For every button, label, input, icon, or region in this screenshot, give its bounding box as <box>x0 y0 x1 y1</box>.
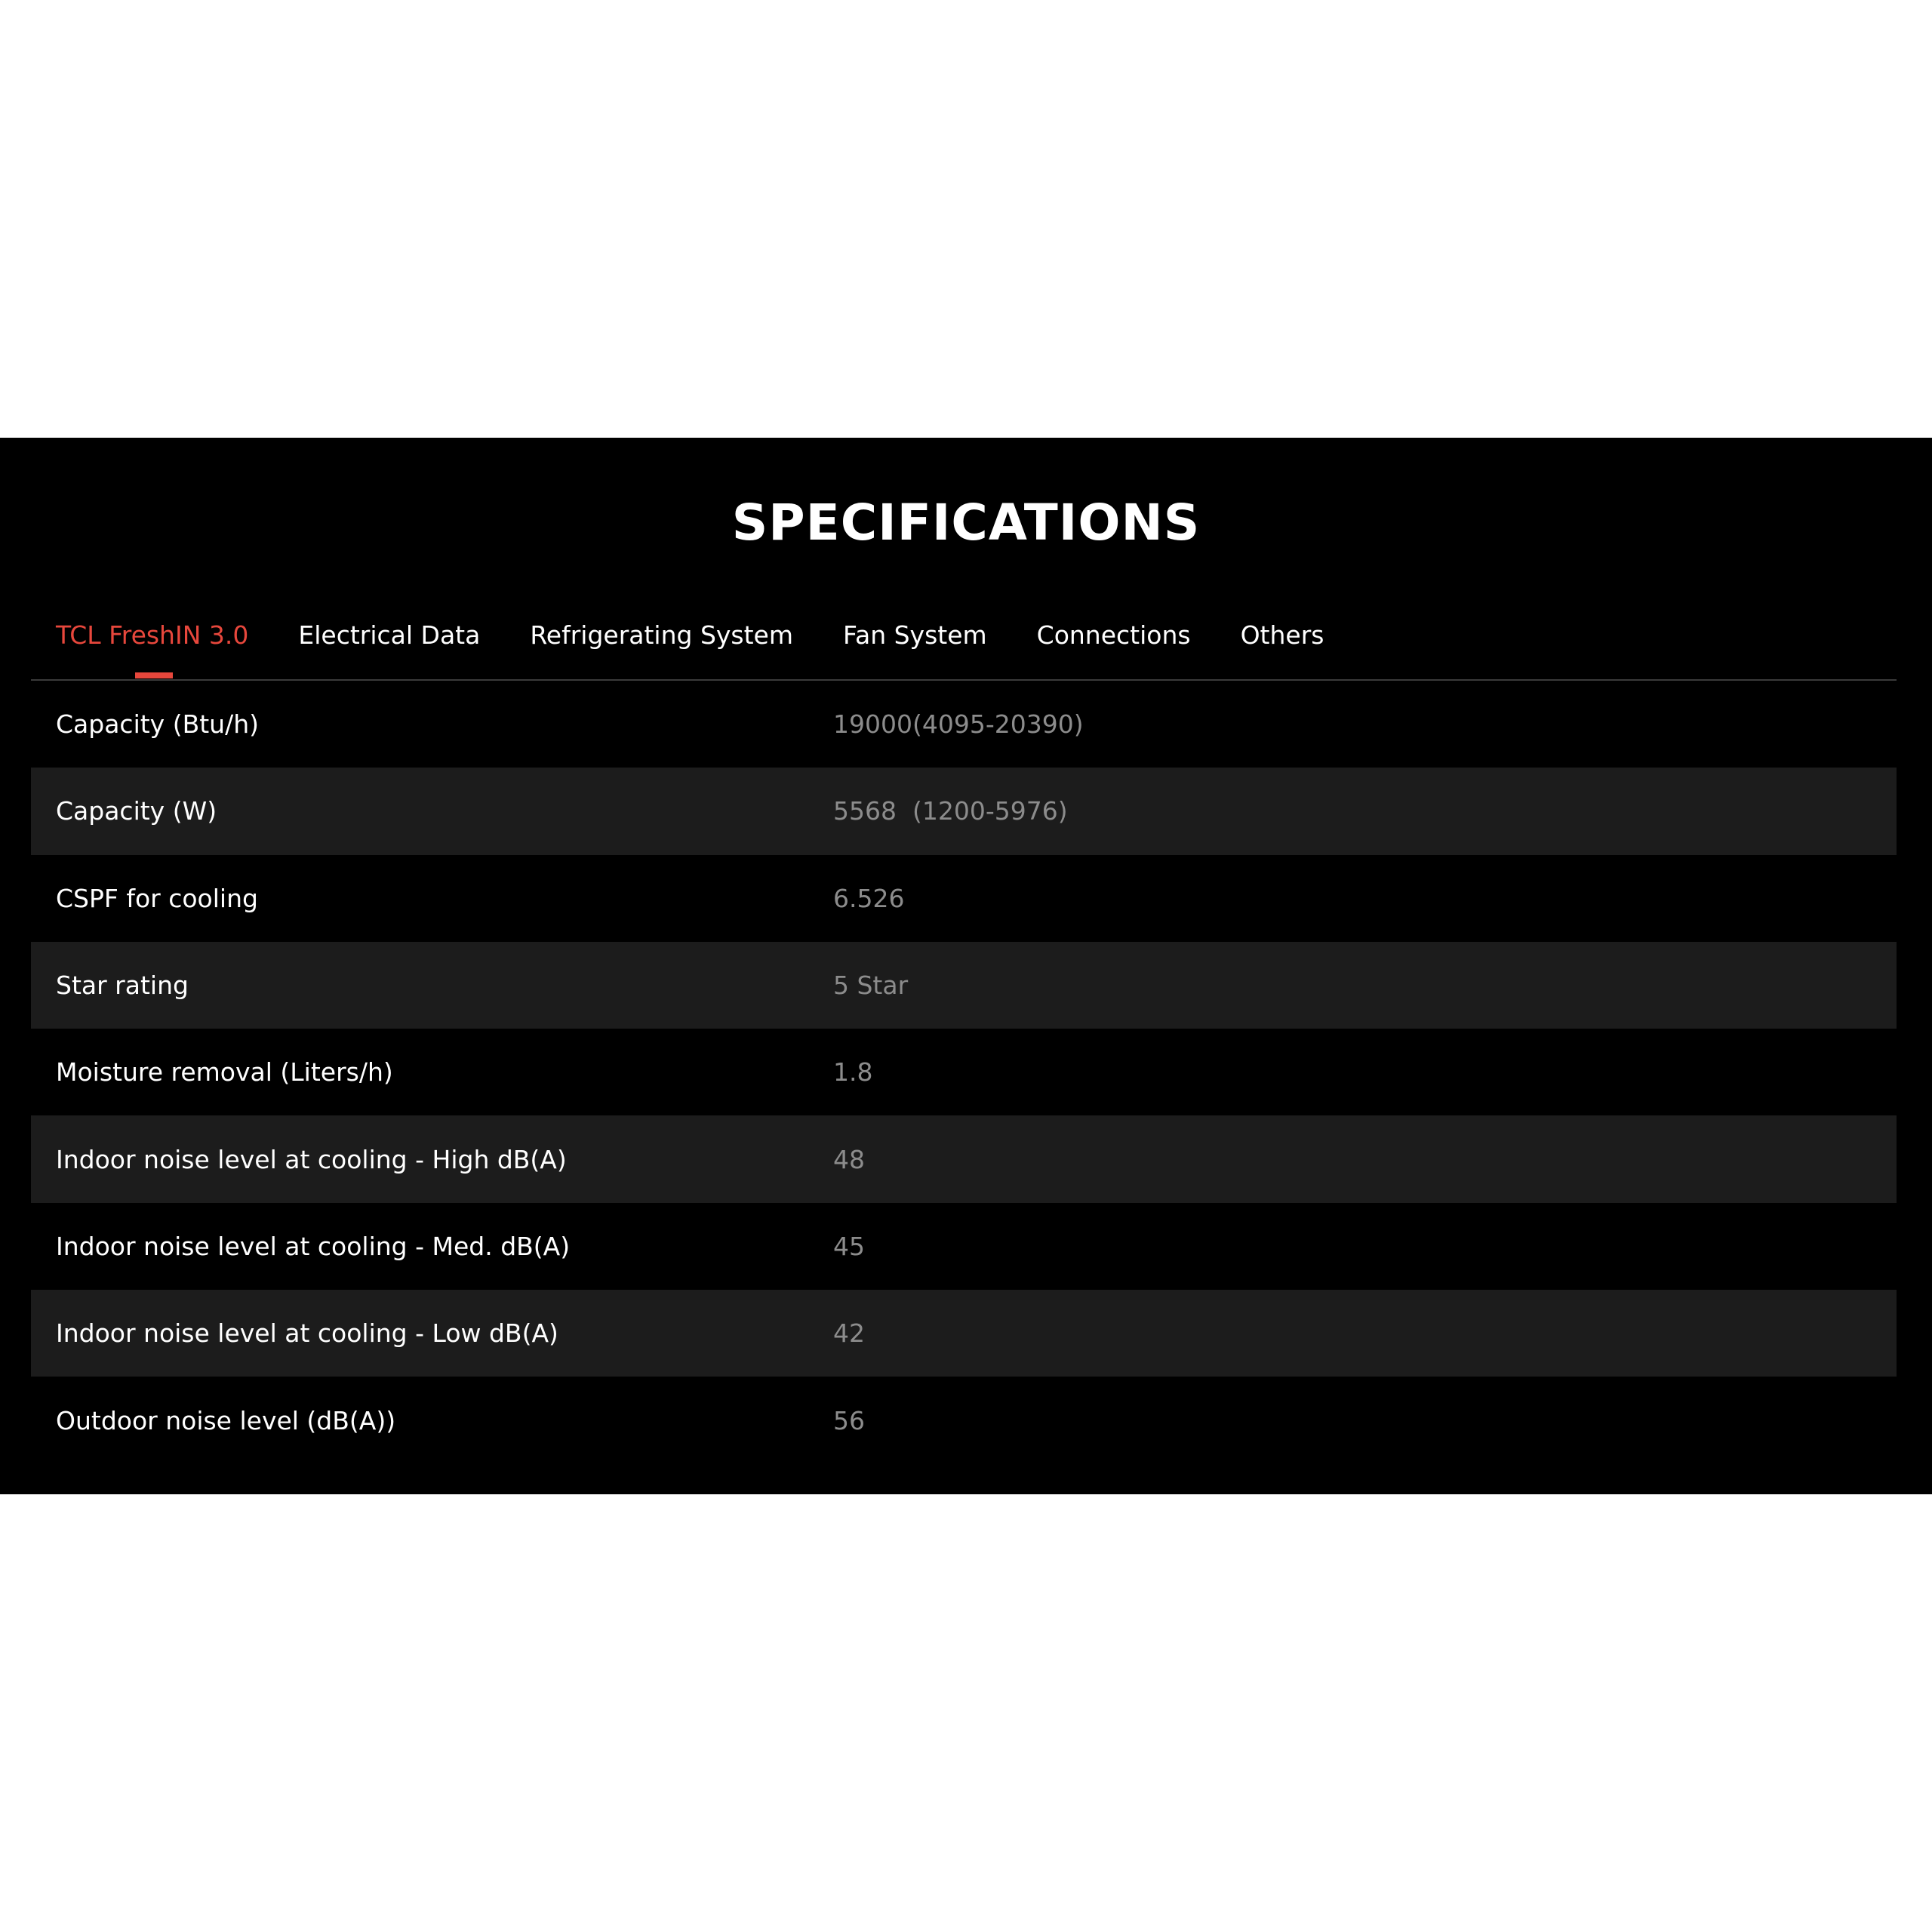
spec-value: 48 <box>833 1144 865 1174</box>
spec-label: Capacity (W) <box>56 796 217 826</box>
table-row <box>31 1377 1897 1463</box>
table-row <box>31 1203 1897 1290</box>
spec-label: Capacity (Btu/h) <box>56 709 259 740</box>
spec-label: Indoor noise level at cooling - Low dB(A) <box>56 1318 558 1349</box>
spec-label: Indoor noise level at cooling - High dB(A) <box>56 1144 567 1174</box>
tab-electrical-data[interactable]: Electrical Data <box>298 620 481 650</box>
spec-value: 19000(4095-20390) <box>833 709 1084 740</box>
tab-fan-system[interactable]: Fan System <box>843 620 987 650</box>
spec-tabs <box>56 613 1374 658</box>
spec-value: 42 <box>833 1318 865 1349</box>
spec-label: Star rating <box>56 971 189 1001</box>
tab-refrigerating-system[interactable]: Refrigerating System <box>530 620 794 650</box>
table-row <box>31 942 1897 1029</box>
tab-connections[interactable]: Connections <box>1036 620 1191 650</box>
table-row <box>31 855 1897 942</box>
table-row <box>31 1115 1897 1202</box>
section-title: SPECIFICATIONS <box>731 494 1201 552</box>
spec-table <box>31 681 1897 1464</box>
spec-label: Moisture removal (Liters/h) <box>56 1057 393 1088</box>
spec-label: Indoor noise level at cooling - Med. dB(A) <box>56 1231 571 1261</box>
tab-others[interactable]: Others <box>1240 620 1324 650</box>
spec-value: 45 <box>833 1231 865 1261</box>
table-row <box>31 1029 1897 1115</box>
spec-value: 5568 (1200-5976) <box>833 796 1068 826</box>
spec-value: 6.526 <box>833 883 905 913</box>
spec-label: Outdoor noise level (dB(A)) <box>56 1405 396 1435</box>
active-tab-indicator <box>135 672 173 678</box>
spec-value: 56 <box>833 1405 865 1435</box>
table-row <box>31 768 1897 854</box>
table-row <box>31 1290 1897 1377</box>
tab-tcl-freshin[interactable]: TCL FreshIN 3.0 <box>56 620 249 650</box>
spec-label: CSPF for cooling <box>56 883 258 913</box>
spec-value: 1.8 <box>833 1057 873 1088</box>
spec-value: 5 Star <box>833 971 909 1001</box>
table-row <box>31 681 1897 768</box>
